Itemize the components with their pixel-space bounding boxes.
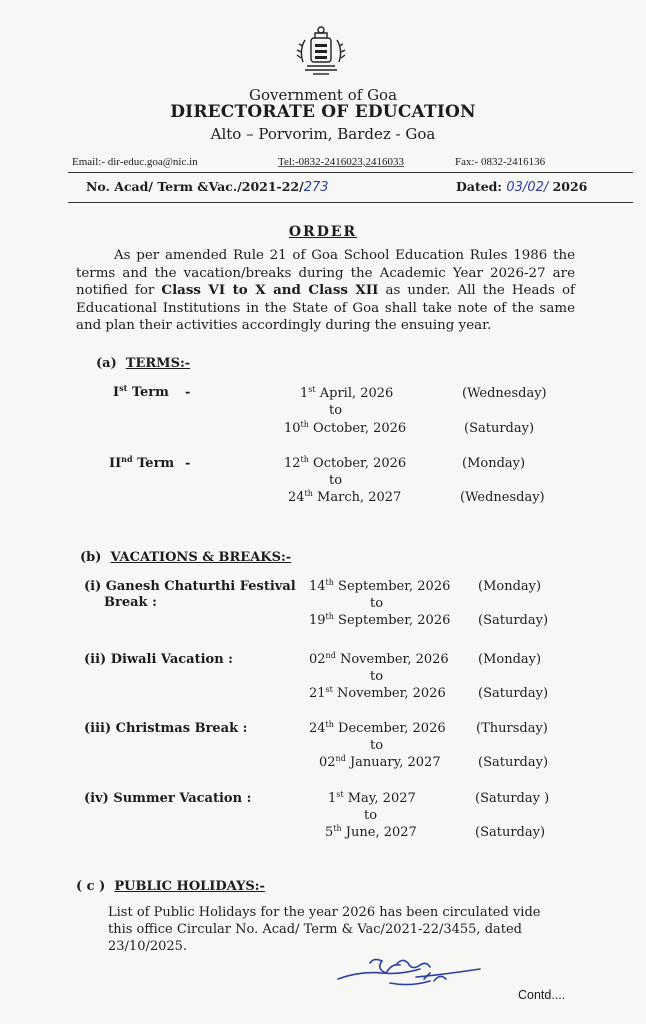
vacation-3-to: to: [370, 738, 384, 753]
contact-fax: Fax:- 0832-2416136: [455, 156, 546, 168]
header-rule-bottom: [68, 202, 633, 203]
holidays-heading-label: PUBLIC HOLIDAYS:-: [114, 879, 265, 894]
term-1-dash: -: [185, 385, 191, 400]
term-2-to-date: 24th March, 2027: [288, 489, 402, 505]
vacation-3-to-date: 02nd January, 2027: [319, 754, 441, 770]
term-1-name: Ist Term: [113, 383, 169, 400]
terms-heading-prefix: (a): [96, 356, 117, 371]
term-2-name: IInd Term: [109, 454, 175, 471]
header-rule-top: [68, 172, 633, 173]
reference-number: [86, 179, 329, 195]
vacations-heading-prefix: (b): [80, 550, 102, 565]
term-2-from-weekday: (Monday): [462, 456, 526, 471]
holidays-heading: [76, 879, 265, 894]
vacation-1-to: to: [370, 596, 384, 611]
terms-heading-label: TERMS:-: [125, 356, 191, 371]
vacation-4-from-weekday: (Saturday ): [475, 791, 550, 806]
reference-number-prefix: No. Acad/ Term &Vac./2021-22/: [86, 179, 304, 194]
vacations-heading: [80, 550, 291, 565]
government-title: Government of Goa: [248, 86, 398, 104]
vacation-2-name: (ii) Diwali Vacation :: [84, 652, 233, 667]
vacation-1-name: (i) Ganesh Chaturthi Festival Break :: [84, 579, 296, 610]
vacation-1-to-date: 19th September, 2026: [309, 612, 451, 628]
vacation-2-to-date: 21st November, 2026: [309, 685, 446, 701]
vacation-3-from-weekday: (Thursday): [476, 721, 548, 736]
order-paragraph: [76, 247, 575, 335]
term-1-from-weekday: (Wednesday): [462, 386, 547, 401]
continued-note: Contd....: [518, 988, 566, 1002]
vacation-3-name: (iii) Christmas Break :: [84, 721, 248, 736]
term-1-from-date: 1st April, 2026: [300, 385, 394, 401]
vacation-4-to-date: 5th June, 2027: [325, 824, 417, 840]
directorate-address: Alto – Porvorim, Bardez - Goa: [210, 125, 436, 143]
vacation-3-from-date: 24th December, 2026: [309, 720, 446, 736]
term-1-to-date: 10th October, 2026: [284, 420, 407, 436]
vacation-3-to-weekday: (Saturday): [478, 755, 549, 770]
term-2-from-date: 12th October, 2026: [284, 455, 407, 471]
term-2-to: to: [329, 473, 343, 488]
order-paragraph-part1: As per amended Rule 21 of Goa School Education Rules 1986 the terms and the vacation/breaks during the Academic Year 2026-27 are notified for: [76, 248, 575, 298]
dated-label: Dated:: [456, 179, 503, 194]
holidays-heading-prefix: ( c ): [76, 879, 106, 894]
vacation-1-from-weekday: (Monday): [478, 579, 542, 594]
order-paragraph-part2: as under. All the Heads of Educational Institutions in the State of Goa shall take note of the same and plan their activities accordingly during the ensuing year.: [76, 283, 576, 333]
vacation-2-to: to: [370, 669, 384, 684]
vacations-heading-label: VACATIONS & BREAKS:-: [110, 550, 292, 565]
reference-date: [456, 179, 587, 195]
dated-handwritten: 03/02/: [506, 180, 549, 195]
vacation-4-to-weekday: (Saturday): [475, 825, 546, 840]
reference-number-handwritten: 273: [303, 180, 329, 195]
order-title: ORDER: [288, 224, 358, 240]
vacation-4-to: to: [364, 808, 378, 823]
terms-heading: [96, 356, 190, 371]
term-1-to-weekday: (Saturday): [464, 421, 535, 436]
vacation-4-name: (iv) Summer Vacation :: [84, 791, 252, 806]
contact-email: Email:- dir-educ.goa@nic.in: [72, 156, 198, 168]
vacation-1-from-date: 14th September, 2026: [309, 578, 451, 594]
vacation-1-to-weekday: (Saturday): [478, 613, 549, 628]
holidays-text: List of Public Holidays for the year 2026 has been circulated vide this office Circular No. Acad/ Term & Vac/2021-22/3455, dated 23/10/2025.: [108, 905, 541, 954]
signature-image: [330, 953, 500, 995]
goa-emblem-icon: [293, 22, 349, 84]
vacation-2-from-date: 02nd November, 2026: [309, 651, 449, 667]
contact-telephone: Tel:-0832-2416023,2416033: [278, 156, 405, 168]
vacation-2-from-weekday: (Monday): [478, 652, 542, 667]
dated-year: 2026: [552, 179, 588, 194]
term-2-dash: -: [185, 456, 191, 471]
term-2-to-weekday: (Wednesday): [460, 490, 545, 505]
term-1-to: to: [329, 403, 343, 418]
vacation-2-to-weekday: (Saturday): [478, 686, 549, 701]
vacation-4-from-date: 1st May, 2027: [328, 790, 416, 806]
order-paragraph-classes: Class VI to X and Class XII: [161, 282, 379, 298]
directorate-title: DIRECTORATE OF EDUCATION: [170, 102, 476, 122]
